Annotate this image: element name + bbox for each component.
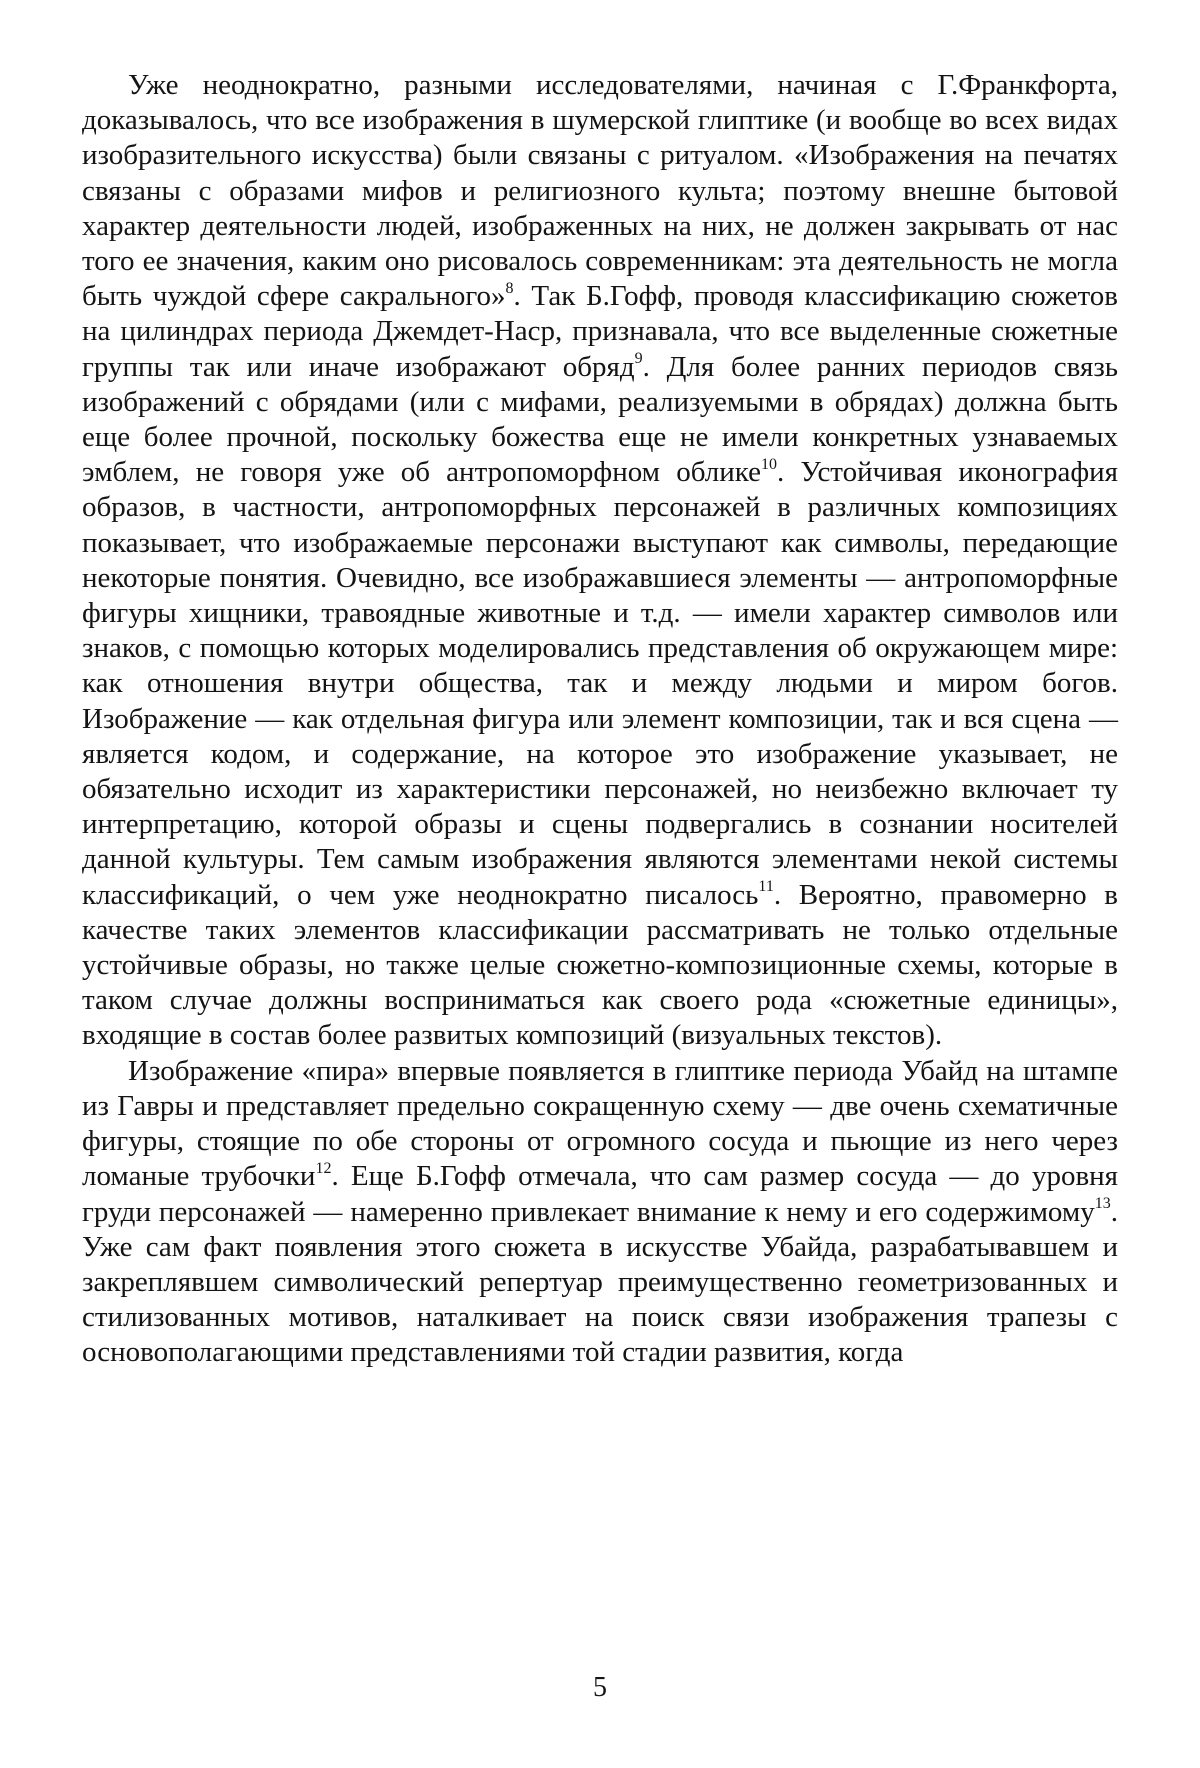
- paragraph-text: . Для более ранних периодов связь изображений с обрядами (или с мифами, реализуемыми в обрядах) должна быть еще более прочной, поскольку божества еще не имели конкретных узнаваемых эмблем, не говоря уже об антропоморфном облике: [82, 350, 1118, 489]
- paragraph-text: . Вероятно, правомерно в качестве таких элементов классификации рассматривать не только отдельные устойчивые образы, но также целые сюжетно-композиционные схемы, которые в таком случае должны восприниматься как своего рода «сюжетные единицы», входящие в состав более развитых композиций (визуальных текстов).: [82, 878, 1118, 1052]
- paragraph-text: . Устойчивая иконография образов, в частности, антропоморфных персонажей в различных композициях показывает, что изображаемые персонажи выступают как символы, передающие некоторые понятия. Очевидно, все изображавшиеся элементы — антропоморфные фигуры хищники, травоядные животные и т.д. — имели характер символов или знаков, с помощью которых моделировались представления об окружающем мире: как отношения внутри общества, так и между людьми и миром богов. Изображение — как отдельная фигура или элемент композиции, так и вся сцена — является кодом, и содержание, на которое это изображение указывает, не обязательно исходит из характеристики персонажей, но неизбежно включает ту интерпретацию, которой образы и сцены подвергались в сознании носителей данной культуры. Тем самым изображения являются элементами некой системы классификаций, о чем уже неоднократно писалось: [82, 456, 1118, 911]
- footnote-reference: 9: [634, 349, 643, 367]
- paragraph-text: . Еще Б.Гофф отмечала, что сам размер сосуда — до уровня груди персонажей — намеренно привлекает внимание к нему и его содержимому: [82, 1160, 1119, 1228]
- paragraph-text: . Так Б.Гофф, проводя классификацию сюжетов на цилиндрах периода Джемдет-Наср, признавала, что все выделенные сюжетные группы так или иначе изображают обряд: [82, 280, 1118, 383]
- paragraph-text: Уже неоднократно, разными исследователями, начиная с Г.Франкфорта, доказывалось, что все изображения в шумерской глиптике (и вообще во всех видах изобразительного искусства) были связаны с ритуалом. «Изображения на печатях связаны с образами мифов и религиозного культа; поэтому внешне бытовой характер деятельности людей, изображенных на них, не должен закрывать от нас того ее значения, каким оно рисовалось современникам: эта деятельность не могла быть чуждой сфере сакрального»: [82, 69, 1118, 313]
- paragraph-text: Изображение «пира» впервые появляется в глиптике периода Убайд на штампе из Гавры и представляет предельно сокращенную схему — две очень схематичные фигуры, стоящие по обе стороны от огромного сосуда и пьющие из него через ломаные трубочки: [82, 1054, 1118, 1193]
- footnote-reference: 10: [760, 455, 777, 473]
- footnote-reference: 13: [1094, 1194, 1111, 1212]
- page-number: 5: [593, 1672, 607, 1703]
- footnote-reference: 8: [505, 279, 514, 297]
- footnote-reference: 12: [315, 1159, 332, 1177]
- paragraph: [82, 68, 1118, 1054]
- paragraph-text: . Уже сам факт появления этого сюжета в искусстве Убайда, разрабатывавшем и закреплявшем символический репертуар преимущественно геометризованных и стилизованных мотивов, наталкивает на поиск связи изображения трапезы с основополагающими представлениями той стадии развития, когда: [82, 1195, 1118, 1369]
- footnote-reference: 11: [758, 878, 774, 896]
- paragraph: [82, 1054, 1118, 1371]
- body-text: [82, 68, 1118, 1371]
